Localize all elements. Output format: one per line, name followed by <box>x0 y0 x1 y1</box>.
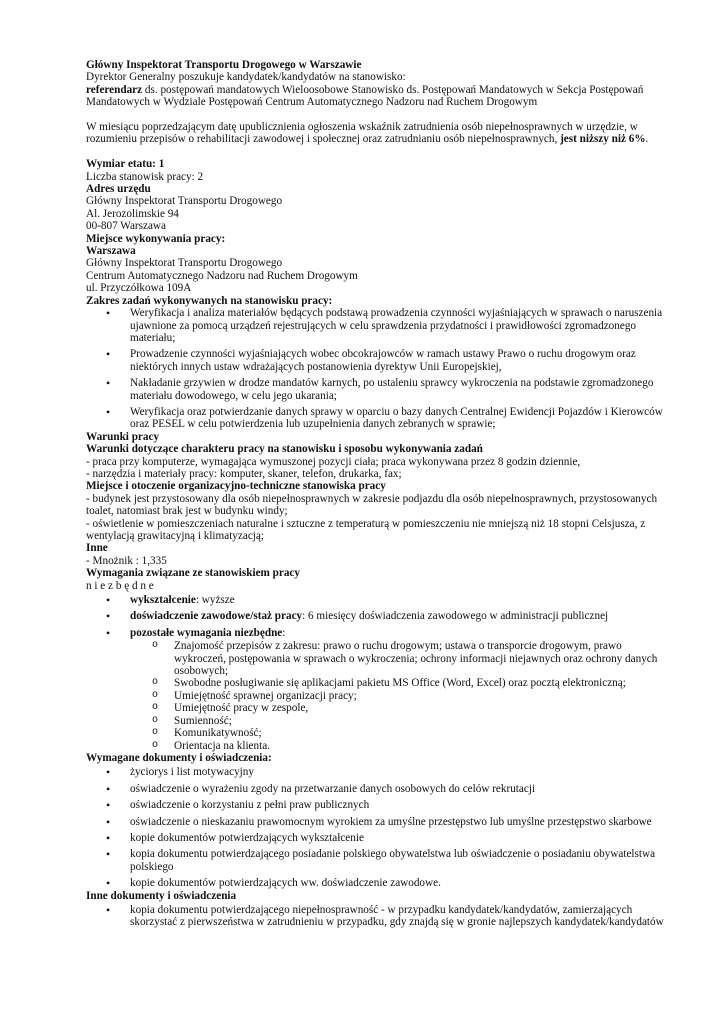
warunki-line: - oświetlenie w pomieszczeniach naturalne i sztuczne z temperaturą w pomieszczeniu nie mniejszą niż 18 stopni Celsjusza, z wentylacją grawitacyjną i klimatyzacją; <box>86 517 646 542</box>
sub-list-item: o Komunikatywność; <box>174 727 665 739</box>
inne-dokumenty-list <box>86 904 665 929</box>
warunki-label: Warunki pracy <box>86 430 160 443</box>
sub-list-item: o Umiejętność pracy w zespole, <box>174 702 665 714</box>
list-item: • Weryfikacja i analiza materiałów będących podstawą prowadzenia czynności wyjaśniających w sprawach o naruszenia ujawnione za pomocą urządzeń rejestrujących w celu sprawdzenia przydatności i prawidłowości zgromadzonego materiału; <box>130 307 665 344</box>
sub-list-item: o Umiejętność sprawnej organizacji pracy; <box>174 690 665 702</box>
sub-list-item: o Znajomość przepisów z zakresu: prawo o ruchu drogowym; ustawa o transporcie drogowym, prawo wykroczeń, postępowania w sprawach o wykroczenia; ochrony informacji niejawnych oraz ochrony danych osobowych; <box>174 640 665 677</box>
sub-list-item: o Sumienność; <box>174 715 665 727</box>
list-item <box>130 610 665 622</box>
warunki-line: - budynek jest przystosowany dla osób niepełnosprawnych w zakresie podjazdu dla osób niepełnosprawnych, przystosowanych toalet, natomiast brak jest w budynku windy; <box>86 492 658 518</box>
sub-list-item: o Swobodne posługiwanie się aplikacjami pakietu MS Office (Word, Excel) oraz pocztą elektroniczną; <box>174 677 665 689</box>
mnoznik: - Mnożnik : 1,335 <box>86 554 167 567</box>
wymiar-etatu: Wymiar etatu: 1 <box>86 158 165 171</box>
warunki-miejsce-label: Miejsce i otoczenie organizacyjno-techniczne stanowiska pracy <box>86 480 386 493</box>
list-item: • Weryfikacja oraz potwierdzanie danych sprawy w oparciu o bazy danych Centralnej Ewidencji Pojazdów i Kierowców oraz PESEL w celu potwierdzenia lub uzupełnienia danych zebranych w sprawie; <box>130 406 665 431</box>
adres-line: Al. Jerozolimskie 94 <box>86 207 179 220</box>
position-name: referendarz <box>86 83 143 96</box>
dokumenty-label: Wymagane dokumenty i oświadczenia: <box>86 751 272 764</box>
list-item: • kopie dokumentów potwierdzających ww. doświadczenie zawodowe. <box>130 877 665 889</box>
wymaganie-label: doświadczenie zawodowe/staż pracy <box>130 610 303 623</box>
notice-bold: jest niższy niż 6% <box>560 133 646 146</box>
document-title: Główny Inspektorat Transportu Drogowego w Warszawie <box>86 59 362 71</box>
miejsce-city: Warszawa <box>86 245 136 258</box>
position-text <box>86 84 665 109</box>
notice-text: W miesiącu poprzedzającym datę upublicznienia ogłoszenia wskaźnik zatrudnienia osób niepełnosprawnych w urzędzie, w rozumieniu przepisów o rehabilitacji zawodowej i społecznej oraz zatrudnianiu osób niepełnosprawnych, <box>86 121 638 146</box>
list-item: • Prowadzenie czynności wyjaśniających wobec obcokrajowców w ramach ustawy Prawo o ruchu drogowym oraz niektórych innych ustaw wdrażających postanowienia dyrektyw Unii Europejskiej, <box>130 348 665 373</box>
list-item <box>130 627 665 752</box>
liczba-stanowisk: Liczba stanowisk pracy: 2 <box>86 170 204 183</box>
adres-line: 00-807 Warszawa <box>86 220 166 233</box>
intro-text: Dyrektor Generalny poszukuje kandydatek/kandydatów na stanowisko: <box>86 71 406 84</box>
inne-label: Inne <box>86 542 108 555</box>
miejsce-label: Miejsce wykonywania pracy: <box>86 232 226 245</box>
list-item: • życiorys i list motywacyjny <box>130 766 665 778</box>
warunki-charakter-label: Warunki dotyczące charakteru pracy na stanowisku i sposobu wykonywania zadań <box>86 443 483 456</box>
list-item: • kopie dokumentów potwierdzających wykształcenie <box>130 832 665 844</box>
wymagania-sublist <box>130 640 665 752</box>
zadania-label: Zakres zadań wykonywanych na stanowisku pracy: <box>86 294 333 307</box>
miejsce-line: Główny Inspektorat Transportu Drogowego <box>86 257 283 270</box>
miejsce-line: ul. Przyczółkowa 109A <box>86 282 192 295</box>
wymagania-list <box>86 594 665 752</box>
wymaganie-text: : <box>282 626 286 639</box>
wymaganie-label: wykształcenie <box>130 594 196 607</box>
wymaganie-label: pozostałe wymagania niezbędne <box>130 626 283 639</box>
miejsce-line: Centrum Automatycznego Nadzoru nad Ruchem Drogowym <box>86 269 358 282</box>
inne-dokumenty-label: Inne dokumenty i oświadczenia <box>86 889 237 902</box>
list-item: • kopia dokumentu potwierdzającego niepełnosprawność - w przypadku kandydatek/kandydatów, zamierzających skorzystać z pierwszeństwa w zatrudnieniu w przypadku, gdy znajdą się w gronie najlepszych kandydatek/kandydatów <box>130 904 665 929</box>
warunki-line: - narzędzia i materiały pracy: komputer, skaner, telefon, drukarka, fax; <box>86 467 402 480</box>
list-item: • Nakładanie grzywien w drodze mandatów karnych, po ustaleniu sprawcy wykroczenia na podstawie zgromadzonego materiału dowodowego, w celu jego ukarania; <box>130 377 665 402</box>
list-item: • oświadczenie o korzystaniu z pełni praw publicznych <box>130 799 665 811</box>
adres-label: Adres urzędu <box>86 183 151 196</box>
employment-notice <box>86 121 665 146</box>
dokumenty-list <box>86 766 665 889</box>
warunki-line: - praca przy komputerze, wymagająca wymuszonej pozycji ciała; praca wykonywana przez 8 godzin dziennie, <box>86 455 581 468</box>
list-item: • oświadczenie o wyrażeniu zgody na przetwarzanie danych osobowych do celów rekrutacji <box>130 783 665 795</box>
position-description: ds. postępowań mandatowych Wieloosobowe Stanowisko ds. Postępowań Mandatowych w Sekcja Postępowań Mandatowych w Wydziale Postępowań Centrum Automatycznego Nadzoru nad Ruchem Drogowym <box>86 83 644 109</box>
list-item: • kopia dokumentu potwierdzającego posiadanie polskiego obywatelstwa lub oświadczenie o posiadaniu obywatelstwa polskiego <box>130 848 665 873</box>
list-item <box>130 594 665 606</box>
zadania-list <box>86 307 665 431</box>
sub-list-item: o Orientacja na klienta. <box>174 740 665 752</box>
notice-end: . <box>645 133 649 146</box>
niezbedne-label: n i e z b ę d n e <box>86 579 154 592</box>
wymaganie-text: : wyższe <box>195 594 235 607</box>
wymagania-label: Wymagania związane ze stanowiskiem pracy <box>86 567 300 580</box>
adres-line: Główny Inspektorat Transportu Drogowego <box>86 195 283 208</box>
list-item: • oświadczenie o nieskazaniu prawomocnym wyrokiem za umyślne przestępstwo lub umyślne przestępstwo skarbowe <box>130 816 665 828</box>
wymaganie-text: : 6 miesięcy doświadczenia zawodowego w administracji publicznej <box>302 610 609 623</box>
